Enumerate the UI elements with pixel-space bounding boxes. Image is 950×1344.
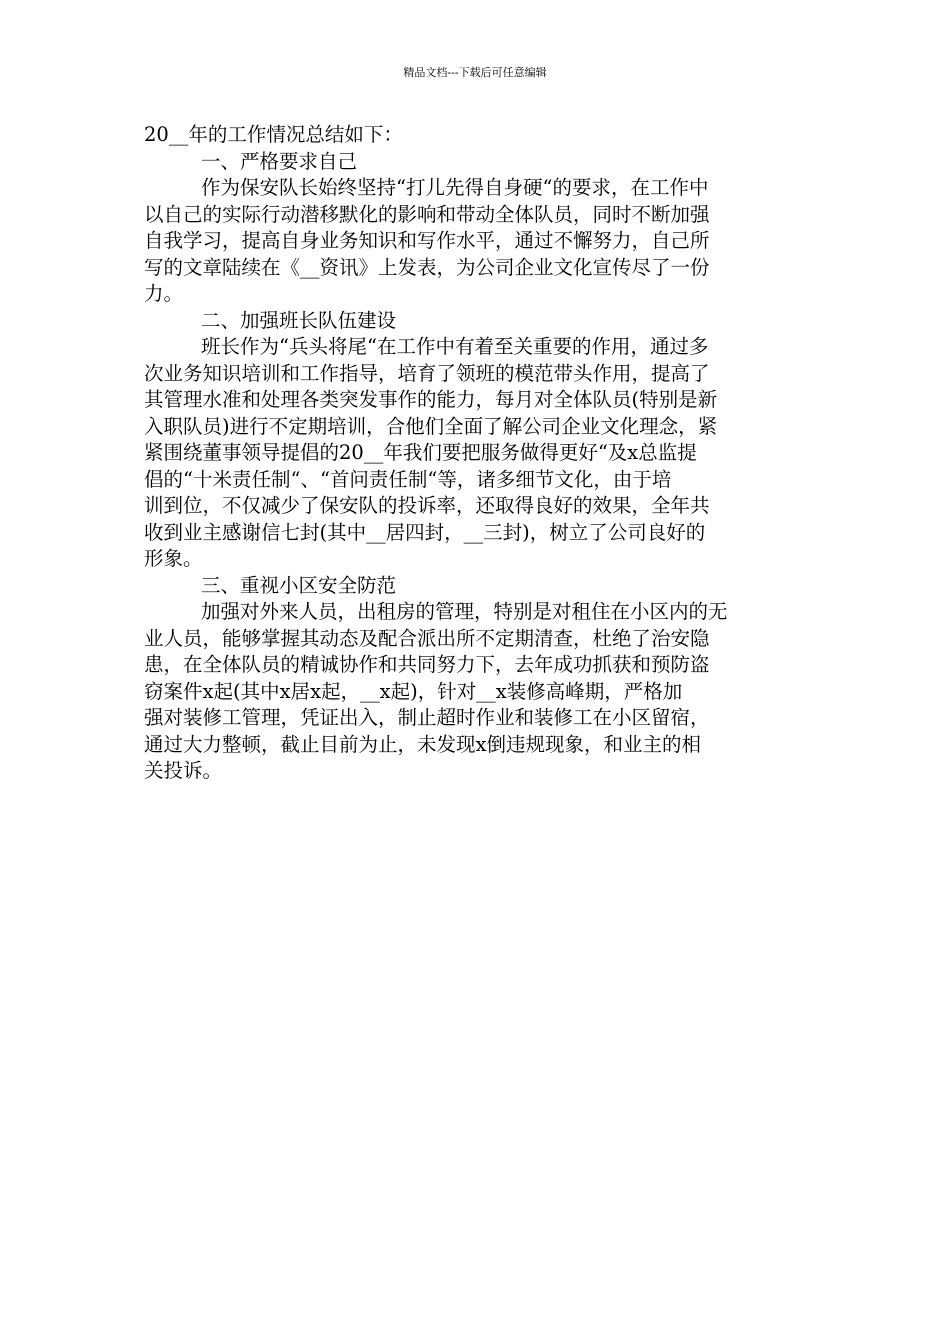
document-body (144, 122, 808, 785)
paragraph-line: 其管理水准和处理各类突发事作的能力，每月对全体队员(特别是新 (144, 388, 718, 411)
paragraph-line-indented: 三、重视小区安全防范 (201, 573, 397, 597)
paragraph-line: 形象。 (144, 547, 203, 570)
paragraph-line: 次业务知识培训和工作指导，培育了领班的模范带头作用，提高了 (144, 361, 710, 385)
paragraph-line: 写的文章陆续在《__资讯》上发表，为公司企业文化宣传尽了一份 (144, 255, 710, 279)
paragraph-line: 强对装修工管理，凭证出入，制止超时作业和装修工在小区留宿， (144, 706, 710, 729)
paragraph-line: 20__年的工作情况总结如下： (144, 123, 403, 146)
paragraph-line: 自我学习，提高自身业务知识和写作水平，通过不懈努力，自己所 (144, 229, 710, 252)
paragraph-line-indented: 一、严格要求自己 (201, 149, 358, 173)
paragraph-line-indented: 班长作为“兵头将尾“在工作中有着至关重要的作用，通过多 (201, 335, 709, 358)
paragraph-line-indented: 二、加强班长队伍建设 (201, 308, 397, 332)
paragraph-line: 业人员，能够掌握其动态及配合派出所不定期清查，杜绝了治安隐 (144, 626, 710, 650)
paragraph-line: 倡的“十米责任制“、“首问责任制“等，诸多细节文化，由于培 (144, 467, 672, 491)
paragraph-line: 入职队员)进行不定期培训，合他们全面了解公司企业文化理念，紧 (144, 414, 718, 438)
paragraph-line: 患，在全体队员的精诚协作和共同努力下，去年成功抓获和预防盗 (144, 653, 710, 676)
paragraph-line: 窃案件x起(其中x居x起，__x起)，针对__x装修高峰期，严格加 (144, 679, 683, 703)
paragraph-line-indented: 作为保安队长始终坚持“打儿先得自身硬“的要求，在工作中 (201, 176, 709, 199)
paragraph-line-indented: 加强对外来人员，出租房的管理，特别是对租住在小区内的无 (201, 600, 728, 623)
paragraph-line: 关投诉。 (144, 759, 223, 782)
paragraph-line: 收到业主感谢信七封(其中__居四封，__三封)，树立了公司良好的 (144, 520, 706, 544)
paragraph-line: 力。 (144, 282, 184, 305)
page-header: 精品文档---下载后可任意编辑 (403, 66, 547, 79)
paragraph-line: 以自己的实际行动潜移默化的影响和带动全体队员，同时不断加强 (144, 202, 710, 226)
paragraph-line: 紧围绕董事领导提倡的20__年我们要把服务做得更好“及x总监提 (144, 441, 697, 464)
paragraph-line: 通过大力整顿，截止目前为止，未发现x倒违规现象，和业主的相 (144, 732, 701, 756)
paragraph-line: 训到位，不仅减少了保安队的投诉率，还取得良好的效果，全年共 (144, 494, 710, 517)
